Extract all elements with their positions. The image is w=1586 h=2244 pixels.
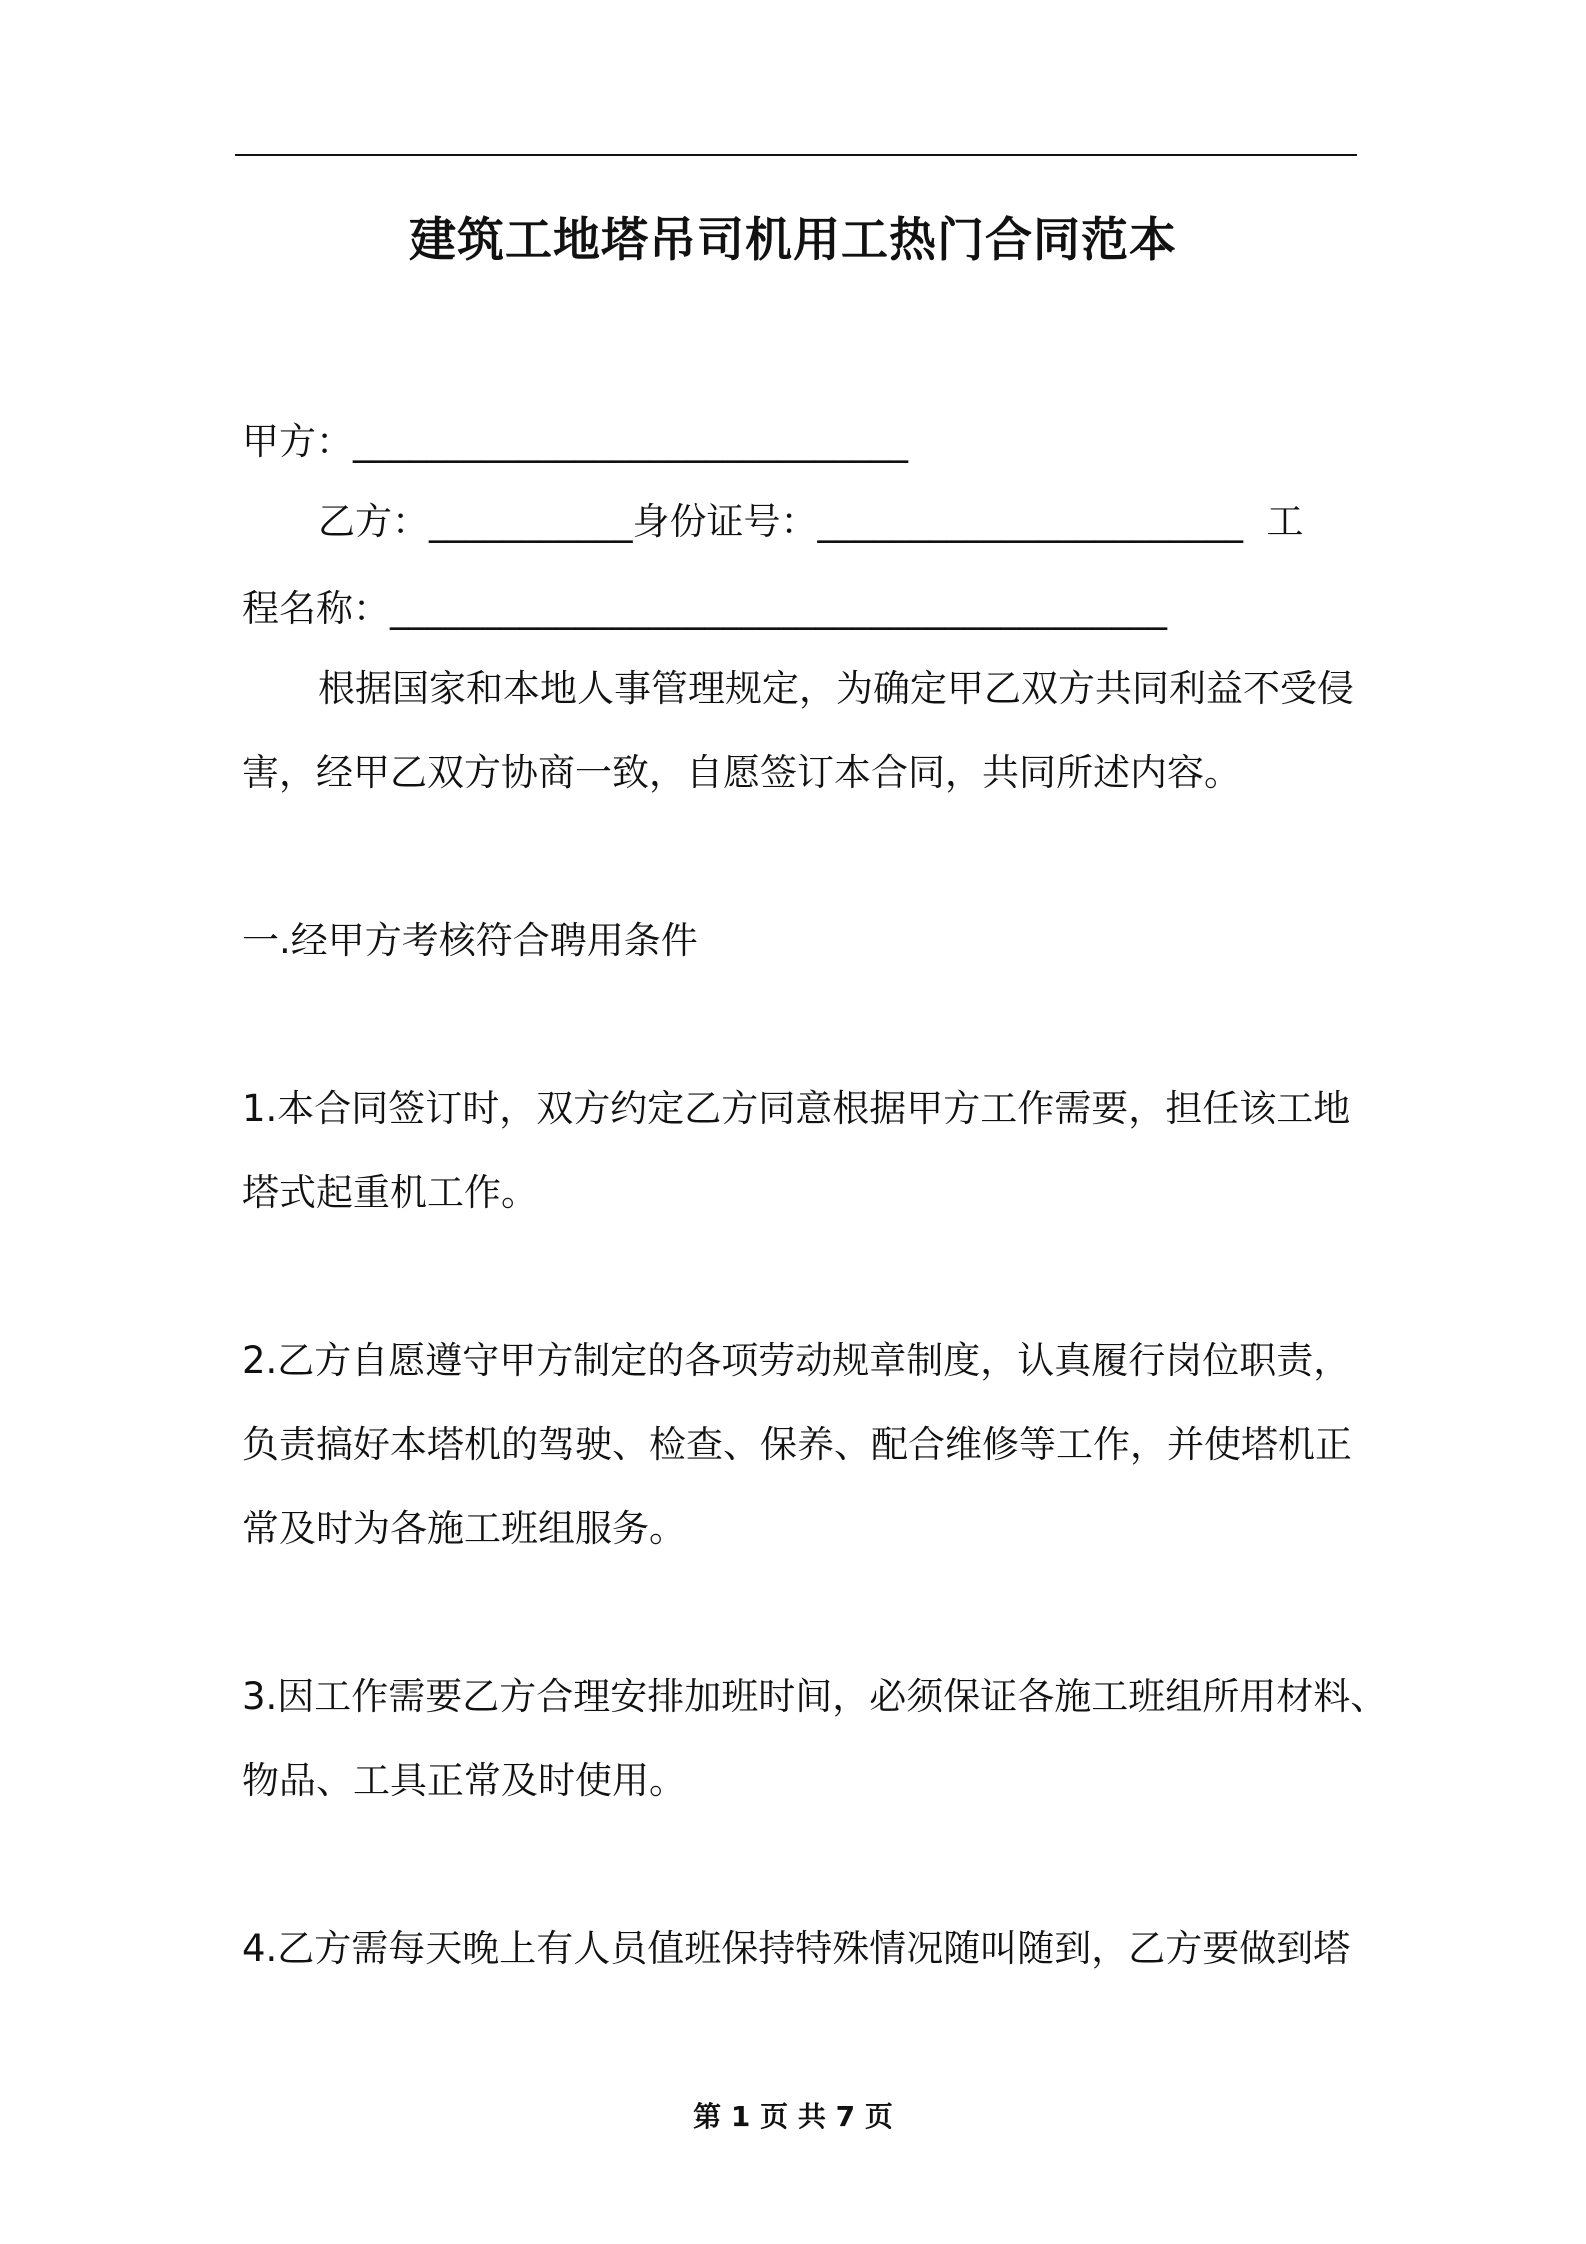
intro-line-1: 根据国家和本地人事管理规定，为确定甲乙双方共同利益不受侵 xyxy=(318,667,1354,710)
party-b-line: 乙方：___________身份证号：_______________________ 工 xyxy=(318,500,1304,543)
clause-2-line-2: 负责搞好本塔机的驾驶、检查、保养、配合维修等工作，并使塔机正 xyxy=(242,1423,1352,1466)
header-rule xyxy=(235,154,1357,156)
clause-3-line-1: 3.因工作需要乙方合理安排加班时间，必须保证各施工班组所用材料、 xyxy=(242,1675,1388,1718)
section-heading: 一.经甲方考核符合聘用条件 xyxy=(242,919,698,962)
clause-4-line-1: 4.乙方需每天晚上有人员值班保持特殊情况随叫随到，乙方要做到塔 xyxy=(242,1927,1351,1970)
page-number: 第 1 页 共 7 页 xyxy=(693,2100,893,2133)
project-name-line: 程名称：__________________________________________ xyxy=(242,587,1167,630)
intro-line-2: 害，经甲乙双方协商一致，自愿签订本合同，共同所述内容。 xyxy=(242,751,1241,794)
document-title: 建筑工地塔吊司机用工热门合同范本 xyxy=(409,213,1177,268)
clause-1-line-1: 1.本合同签订时，双方约定乙方同意根据甲方工作需要，担任该工地 xyxy=(242,1087,1351,1130)
clause-3-line-2: 物品、工具正常及时使用。 xyxy=(242,1759,686,1802)
clause-2-line-1: 2.乙方自愿遵守甲方制定的各项劳动规章制度，认真履行岗位职责， xyxy=(242,1339,1351,1382)
clause-2-line-3: 常及时为各施工班组服务。 xyxy=(242,1507,686,1550)
clause-1-line-2: 塔式起重机工作。 xyxy=(242,1171,538,1214)
party-a-line: 甲方：______________________________ xyxy=(242,420,908,463)
